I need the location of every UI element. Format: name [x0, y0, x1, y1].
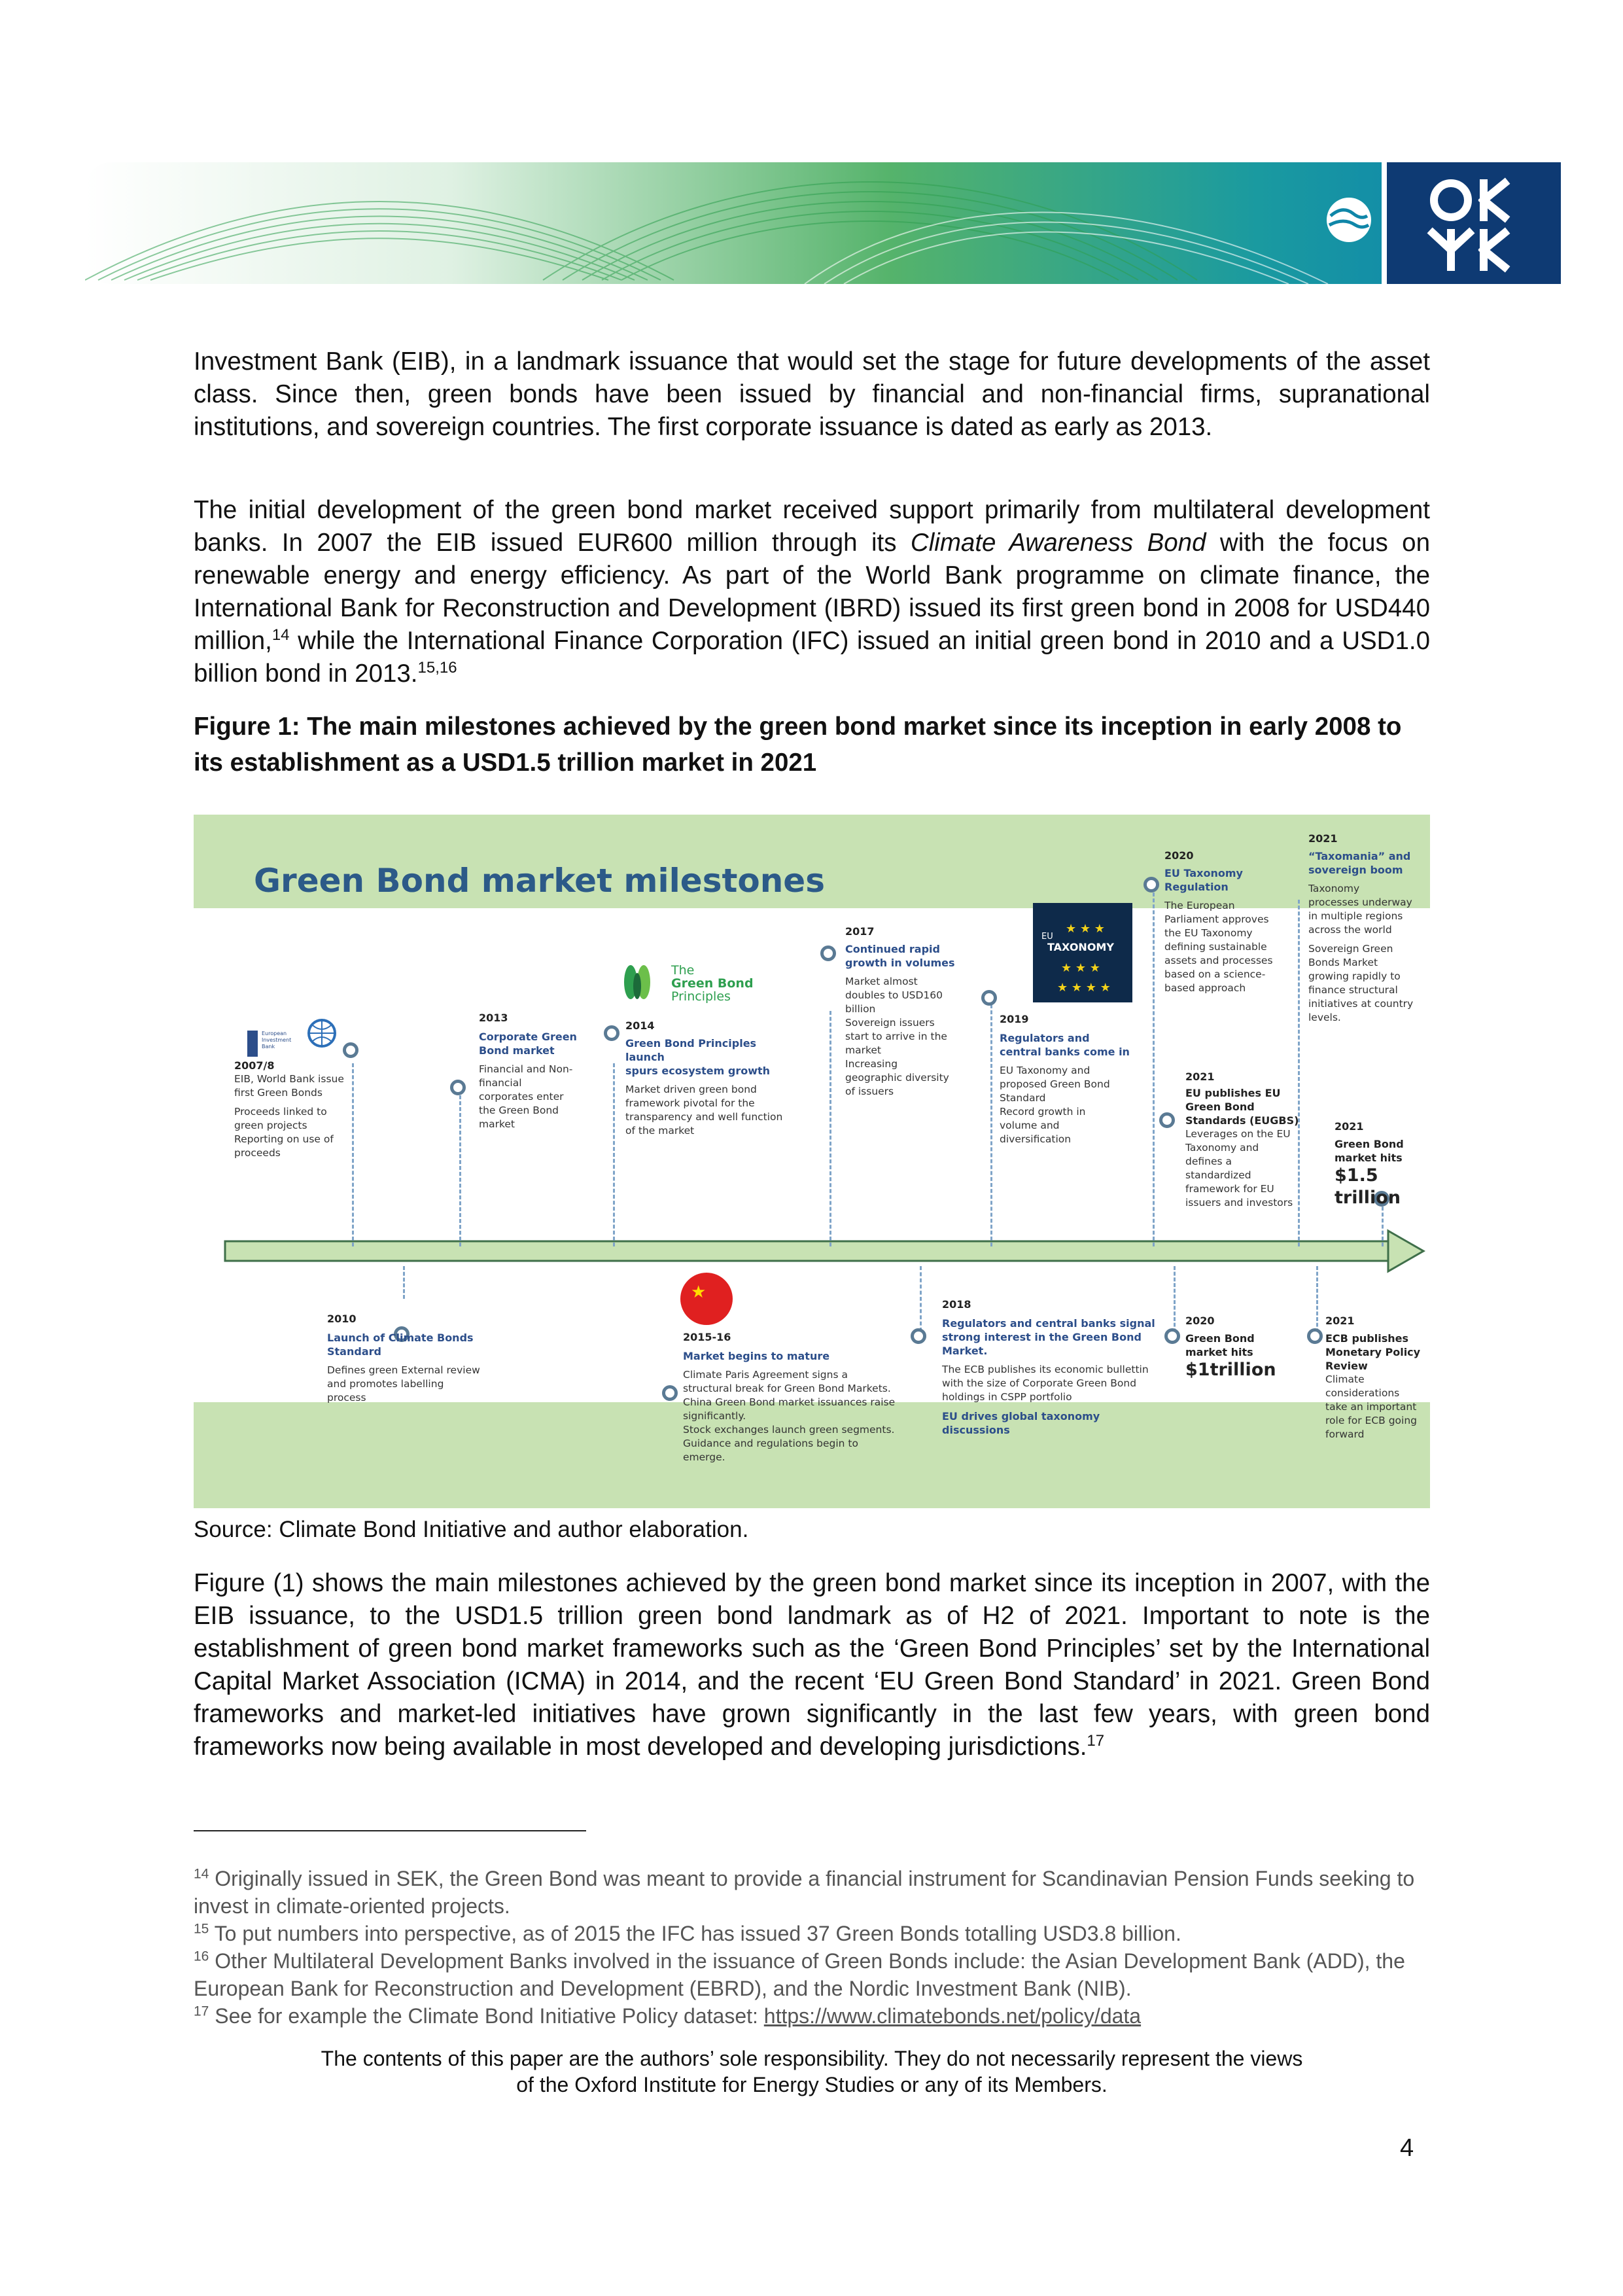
eib-logo-icon	[247, 1031, 258, 1057]
milestone-2017: 2017 Continued rapid growth in volumes Market almost doubles to USD160 billion Sovereign issuers start to arrive in the market Increasing geographic diversity of issuers	[845, 925, 955, 1097]
milestone-marker-2015	[662, 1385, 678, 1401]
footnote-ref-14[interactable]: 14	[271, 626, 290, 645]
connector-2010	[403, 1266, 405, 1299]
disclaimer	[194, 2045, 1430, 2098]
globe-hands-icon	[1327, 198, 1371, 242]
milestone-2021-eugbs: 2021 EU publishes EU Green Bond Standards (EUGBS) Leverages on the EU Taxonomy and defines a standardized framework for EU issuers and investors	[1185, 1070, 1299, 1209]
milestone-2021-1-5-trillion: 2021 Green Bond market hits $1.5 trillion	[1335, 1120, 1404, 1208]
connector-2013	[459, 1089, 461, 1246]
connector-2017	[829, 1011, 831, 1246]
disclaimer-line-1: The contents of this paper are the authors’ sole responsibility. They do not necessarily represent the views	[321, 2047, 1303, 2070]
oies-logo-mark	[1387, 162, 1556, 284]
milestone-marker-2021-eugbs	[1159, 1112, 1175, 1128]
milestone-2014: 2014 Green Bond Principles launch spurs ecosystem growth Market driven green bond framework pivotal for the transparency and well function of the market	[625, 1019, 783, 1137]
connector-2019	[990, 1004, 992, 1246]
green-bond-principles-logo: The Green Bond Principles	[671, 963, 754, 1004]
milestone-marker-2018	[911, 1328, 926, 1344]
p3-text: Figure (1) shows the main milestones achieved by the green bond market since its inception in 2007, with the EIB issuance, to the USD1.5 trillion green bond landmark as of H2 of 2021. Important to note is the establishment of green bond market frameworks such as the ‘Green Bond Principles’ set by the International Capital Market Association (ICMA) in 2014, and the recent ‘EU Green Bond Standard’ in 2021. Green Bond frameworks and market-led initiatives have grown significantly in the last few years, with green bond frameworks now being available in most developed and developing jurisdictions.	[194, 1569, 1430, 1761]
footnote-17: $^{17}$ See for example the Climate Bond Initiative Policy dataset: https://www.climatebonds.net/policy/data	[194, 2004, 1142, 2028]
climate-awareness-bond-italic: Climate Awareness Bond	[910, 529, 1206, 557]
svg-text:★ ★ ★: ★ ★ ★	[1061, 961, 1100, 975]
eu-taxonomy-cover-label: TAXONOMY	[1047, 941, 1114, 953]
svg-text:★ ★ ★ ★: ★ ★ ★ ★	[1057, 981, 1111, 995]
banner-wave-graphic	[85, 162, 1550, 284]
milestone-2013: 2013 Corporate Green Bond market Financial and Non- financial corporates enter the Green Bond market	[479, 1012, 577, 1130]
p2-text-b: with the focus on renewable energy and energy efficiency. As part of the World Bank programme on climate finance, the International Bank for Reconstruction and Development (IBRD) issued its first green bond in 2008 for USD440 million,	[194, 529, 1430, 655]
figure-source: Source: Climate Bond Initiative and author elaboration.	[194, 1517, 749, 1542]
milestone-marker-2020	[1143, 877, 1159, 892]
footnote-separator	[194, 1830, 586, 1831]
connector-2021-bottom	[1316, 1266, 1318, 1338]
milestone-marker-2017	[820, 945, 836, 961]
milestone-marker-2020-bottom	[1164, 1328, 1180, 1344]
oies-logo	[1382, 162, 1561, 284]
page-number: 4	[1400, 2134, 1414, 2162]
p2-text-a: The initial development of the green bond market received support primarily from multilateral development banks. In 2007 the EIB issued EUR600 million through its	[194, 496, 1430, 557]
header-banner	[85, 162, 1550, 284]
milestone-2010: 2010 Launch of Climate Bonds Standard Defines green External review and promotes labelling process	[327, 1313, 480, 1404]
eib-logo-text: European Investment Bank	[262, 1031, 292, 1050]
milestone-marker-2019	[981, 990, 997, 1006]
eu-taxonomy-cover-text: EU	[1041, 932, 1053, 942]
china-flag-icon	[680, 1273, 733, 1325]
figure-caption: Figure 1: The main milestones achieved by the green bond market since its inception in early 2008 to its establishment as a USD1.5 trillion market in 2021	[194, 713, 1402, 777]
milestones-infographic	[194, 815, 1430, 1508]
milestone-2021-ecb: 2021 ECB publishes Monetary Policy Review Climate considerations take an important role for ECB going forward	[1325, 1315, 1421, 1440]
figure-title: Green Bond market milestones	[254, 862, 825, 900]
footnote-14: $^{14}$ Originally issued in SEK, the Green Bond was meant to provide a financial instrument for Scandinavian Pension Funds seeking to invest in climate-oriented projects.	[194, 1866, 1415, 1918]
milestone-2018: 2018 Regulators and central banks signal strong interest in the Green Bond Market. The ECB publishes its economic bullettin with the size of Corporate Green Bond holdings in CSPP portfolio EU drives global taxonomy discussions	[942, 1298, 1155, 1436]
footnote-ref-17[interactable]: 17	[1087, 1732, 1105, 1750]
milestone-2021-taxomania: 2021 “Taxomania” and sovereign boom Taxonomy processes underway in multiple regions across the world Sovereign Green Bonds Market growing rapidly to finance structural initiatives at country levels.	[1308, 832, 1414, 1023]
milestone-marker-2014	[604, 1025, 620, 1041]
footnote-16: $^{16}$ Other Multilateral Development Banks involved in the issuance of Green Bonds include: the Asian Development Bank (ADD), the European Bank for Reconstruction and Development (EBRD), and the Nordic Investment Bank (NIB).	[194, 1949, 1405, 2000]
milestone-2019: 2019 Regulators and central banks come in EU Taxonomy and proposed Green Bond Standard Record growth in volume and diversification	[1000, 1013, 1130, 1145]
connector-2020-bottom	[1174, 1266, 1176, 1338]
paragraph-intro: Investment Bank (EIB), in a landmark issuance that would set the stage for future developments of the asset class. Since then, green bonds have been issued by financial and non-financial firms, supranational institutions, and sovereign countries. The first corporate issuance is dated as early as 2013.	[194, 347, 1430, 441]
paragraph-initial-development	[194, 494, 1430, 690]
connector-2014	[613, 1063, 615, 1246]
paragraph-figure-discussion	[194, 1567, 1430, 1763]
milestone-marker-2007	[343, 1042, 358, 1058]
timeline-arrow-body	[225, 1241, 1389, 1261]
china-flag-star: ★	[691, 1282, 707, 1302]
disclaimer-line-2: of the Oxford Institute for Energy Studies or any of its Members.	[516, 2073, 1108, 2096]
connector-2007	[352, 1063, 354, 1246]
milestone-marker-2021-bottom	[1307, 1328, 1323, 1344]
svg-text:★ ★ ★: ★ ★ ★	[1066, 922, 1105, 936]
milestone-marker-2013	[450, 1080, 466, 1095]
footnote-ref-15-16[interactable]: 15,16	[417, 659, 457, 677]
milestone-2007: 2007/8 EIB, World Bank issue first Green Bonds Proceeds linked to green projects Reporting on use of proceeds	[234, 1059, 344, 1159]
p2-text-c: while the International Finance Corporation (IFC) issued an initial green bond in 2010 and a USD1.0 billion bond in 2013.	[194, 627, 1430, 688]
milestone-2020-1-trillion: 2020 Green Bond market hits $1trillion	[1185, 1315, 1276, 1380]
footnote-15: $^{15}$ To put numbers into perspective, as of 2015 the IFC has issued 37 Green Bonds totalling USD3.8 billion.	[194, 1921, 1181, 1945]
policy-dataset-link[interactable]: https://www.climatebonds.net/policy/data	[763, 2004, 1142, 2028]
milestone-2015-16: 2015-16 Market begins to mature Climate Paris Agreement signs a structural break for Green Bond Markets. China Green Bond market issuances raise significantly. Stock exchanges launch green segments. Guidance and regulations begin to emerge.	[683, 1331, 896, 1463]
green-bond-principles-leaf-icon	[624, 965, 650, 999]
connector-2018	[920, 1266, 922, 1332]
timeline-arrow-head	[1388, 1231, 1423, 1271]
connector-2020	[1153, 887, 1155, 1246]
milestone-2020-eu-taxonomy: 2020 EU Taxonomy Regulation The European Parliament approves the EU Taxonomy defining sustainable assets and processes based on a science- based approach	[1164, 849, 1273, 994]
